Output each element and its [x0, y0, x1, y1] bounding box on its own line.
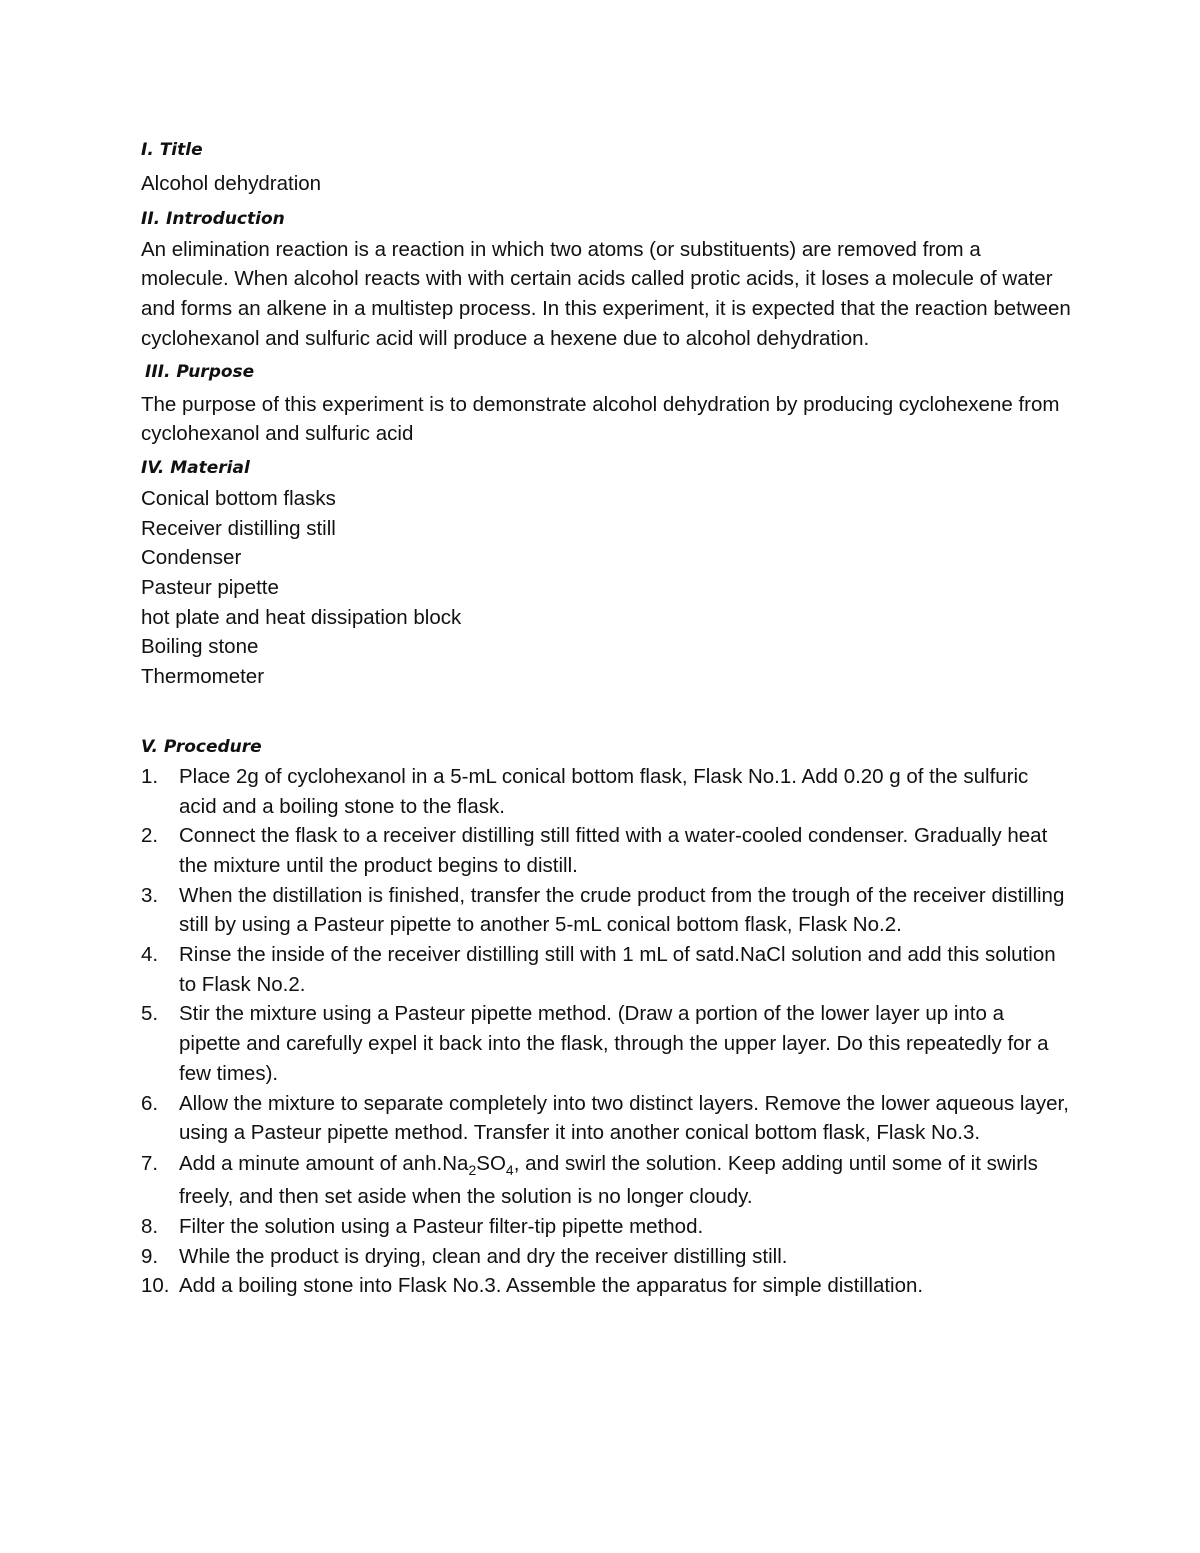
material-list	[141, 484, 1071, 692]
purpose-text: The purpose of this experiment is to demonstrate alcohol dehydration by producing cyclohexene from cyclohexanol and sulfuric acid	[141, 392, 1060, 446]
material-item: Condenser	[141, 546, 242, 570]
step-number: 9.	[141, 1244, 159, 1268]
subscript: 2	[468, 1161, 477, 1178]
procedure-step	[141, 999, 1071, 1088]
procedure-step	[141, 1212, 1071, 1242]
step-number: 8.	[141, 1214, 159, 1238]
introduction-text: An elimination reaction is a reaction in which two atoms (or substituents) are removed from a molecule. When alcohol reacts with with certain acids called protic acids, it loses a molecule of water and forms an alkene in a multistep process. In this experiment, it is expected that the reaction between cyclohexanol and sulfuric acid will produce a hexene due to alcohol dehydration.	[141, 237, 1071, 350]
step-number: 10.	[141, 1274, 170, 1298]
material-item: Pasteur pipette	[141, 576, 279, 600]
section-heading-introduction: II. Introduction	[141, 208, 285, 229]
procedure-step	[141, 940, 1071, 999]
procedure-step	[141, 762, 1071, 821]
step-text: Filter the solution using a Pasteur filter-tip pipette method.	[179, 1214, 704, 1238]
section-heading-title: I. Title	[141, 140, 203, 160]
procedure-step	[141, 1242, 1071, 1272]
material-item: Conical bottom flasks	[141, 486, 336, 510]
step-number: 1.	[141, 764, 159, 788]
step-text: Stir the mixture using a Pasteur pipette method. (Draw a portion of the lower layer up into a pipette and carefully expel it back into the flask, through the upper layer. Do this repeatedly for a few times).	[179, 1002, 1049, 1085]
step-text: When the distillation is finished, transfer the crude product from the trough of the receiver distilling still by using a Pasteur pipette to another 5-mL conical bottom flask, Flask No.2.	[179, 883, 1065, 937]
step-number: 2.	[141, 824, 159, 848]
step-text: Allow the mixture to separate completely into two distinct layers. Remove the lower aqueous layer, using a Pasteur pipette method. Transfer it into another conical bottom flask, Flask No.3.	[179, 1091, 1069, 1145]
subscript: 4	[505, 1161, 514, 1178]
step-number: 6.	[141, 1091, 159, 1115]
step-text: Rinse the inside of the receiver distilling still with 1 mL of satd.NaCl solution and add this solution to Flask No.2.	[179, 943, 1056, 996]
material-item: Receiver distilling still	[141, 516, 336, 540]
procedure-step	[141, 1271, 1071, 1301]
step-text: Add a boiling stone into Flask No.3. Assemble the apparatus for simple distillation.	[179, 1274, 924, 1298]
step-number: 4.	[141, 943, 159, 967]
section-heading-material: IV. Material	[141, 457, 250, 478]
document-page	[141, 138, 1071, 1301]
step-text: Place 2g of cyclohexanol in a 5-mL conical bottom flask, Flask No.1. Add 0.20 g of the sulfuric acid and a boiling stone to the flask.	[179, 764, 1029, 818]
procedure-step	[141, 821, 1071, 880]
material-item: Boiling stone	[141, 635, 259, 659]
step-number: 5.	[141, 1002, 159, 1026]
step-text: While the product is drying, clean and dry the receiver distilling still.	[179, 1244, 788, 1268]
step-text: Connect the flask to a receiver distilling still fitted with a water-cooled condenser. Gradually heat the mixture until the product begins to distill.	[179, 824, 1048, 877]
step-text: Add a minute amount of $anh.Na_2SO_4$, and swirl the solution. Keep adding until some of it swirls freely, and then set aside when the solution is no longer cloudy.	[179, 1151, 1038, 1208]
title-text: Alcohol dehydration	[141, 172, 322, 195]
procedure-step	[141, 1089, 1071, 1148]
procedure-list	[141, 762, 1071, 1301]
material-item: Thermometer	[141, 665, 265, 689]
step-number: 7.	[141, 1151, 159, 1175]
section-heading-procedure: V. Procedure	[141, 736, 262, 757]
material-item: hot plate and heat dissipation block	[141, 605, 462, 629]
procedure-step	[141, 1148, 1071, 1212]
section-heading-purpose: III. Purpose	[145, 361, 255, 382]
procedure-step	[141, 881, 1071, 940]
step-number: 3.	[141, 883, 159, 907]
